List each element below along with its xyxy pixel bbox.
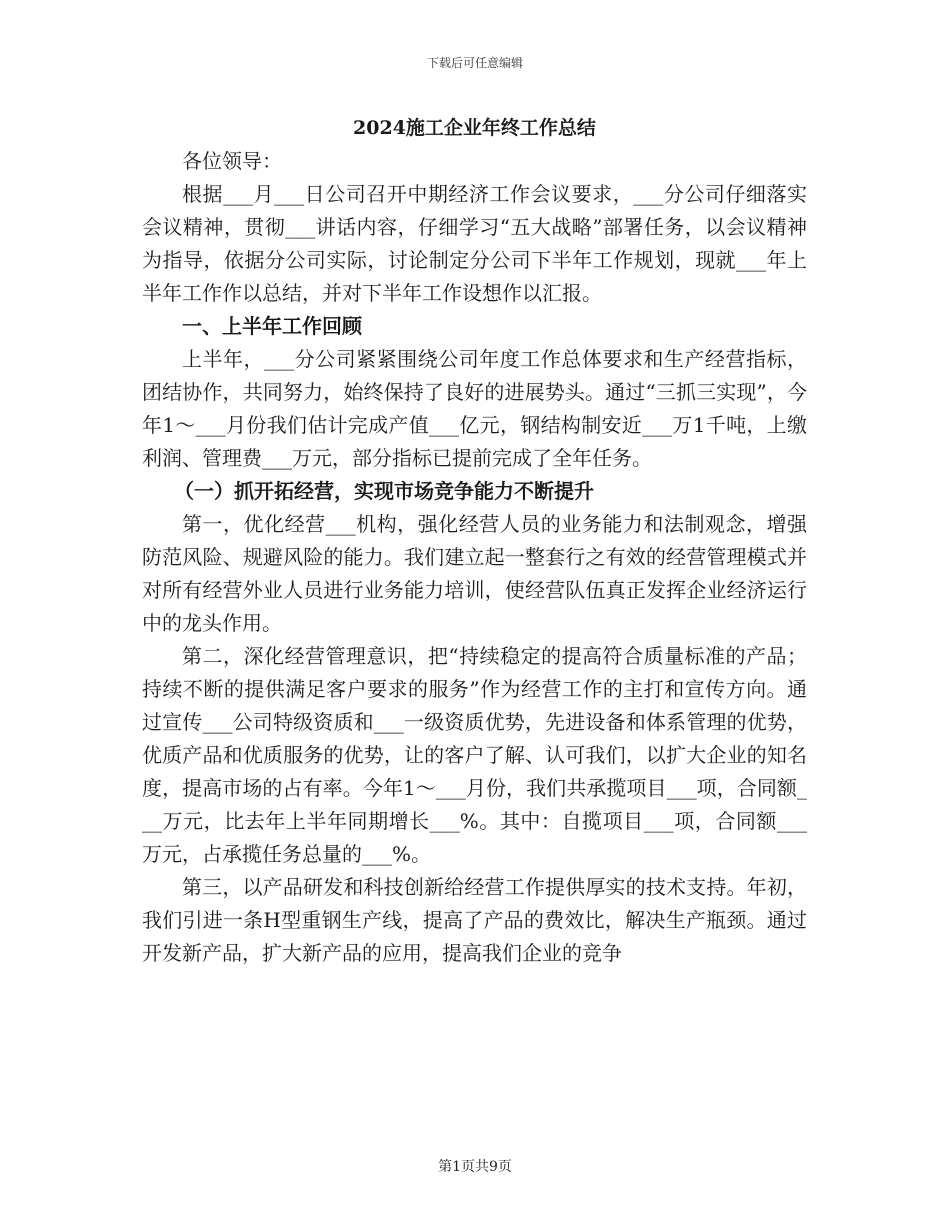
section-heading-review: 一、上半年工作回顾 <box>182 314 362 338</box>
paragraph-third-point: 第三，以产品研发和科技创新给经营工作提供厚实的技术支持。年初，我们引进一条H型重钢生产线，提高了产品的费效比，解决生产瓶颈。通过开发新产品，扩大新产品的应用，提高我们企业的竞争 <box>142 875 807 965</box>
intro-paragraph: 根据___月___日公司召开中期经济工作会议要求，___分公司仔细落实会议精神，贯彻___讲话内容，仔细学习“五大战略”部署任务，以会议精神为指导，依据分公司实际，讨论制定分公司下半年工作规划，现就___年上半年工作作以总结，并对下半年工作设想作以汇报。 <box>142 182 807 305</box>
header-note: 下载后可任意编辑 <box>426 56 523 70</box>
paragraph-first-point: 第一，优化经营___机构，强化经营人员的业务能力和法制观念，增强防范风险、规避风险的能力。我们建立起一整套行之有效的经营管理模式并对所有经营外业人员进行业务能力培训，使经营队伍真正发挥企业经济运行中的龙头作用。 <box>142 512 807 635</box>
subsection-heading-marketing: （一）抓开拓经营，实现市场竞争能力不断提升 <box>174 479 594 503</box>
salutation: 各位领导： <box>182 149 282 173</box>
page-footer: 第1页共9页 <box>438 1159 512 1175</box>
review-paragraph: 上半年，___分公司紧紧围绕公司年度工作总体要求和生产经营指标，团结协作，共同努力，始终保持了良好的进展势头。通过“三抓三实现”，今年1～___月份我们估计完成产值___亿元，钢结构制安近___万1千吨，上缴利润、管理费___万元，部分指标已提前完成了全年任务。 <box>142 347 807 470</box>
paragraph-second-point: 第二，深化经营管理意识，把“持续稳定的提高符合质量标准的产品；持续不断的提供满足客户要求的服务”作为经营工作的主打和宣传方向。通过宣传___公司特级资质和___一级资质优势，先进设备和体系管理的优势，优质产品和优质服务的优势，让的客户了解、认可我们，以扩大企业的知名度，提高市场的占有率。今年1～___月份，我们共承揽项目___项，合同额___万元，比去年上半年同期增长___%。其中：自揽项目___项，合同额___万元，占承揽任务总量的___%。 <box>142 644 807 866</box>
document-title: 2024施工企业年终工作总结 <box>353 117 596 139</box>
document-body <box>142 112 807 970</box>
